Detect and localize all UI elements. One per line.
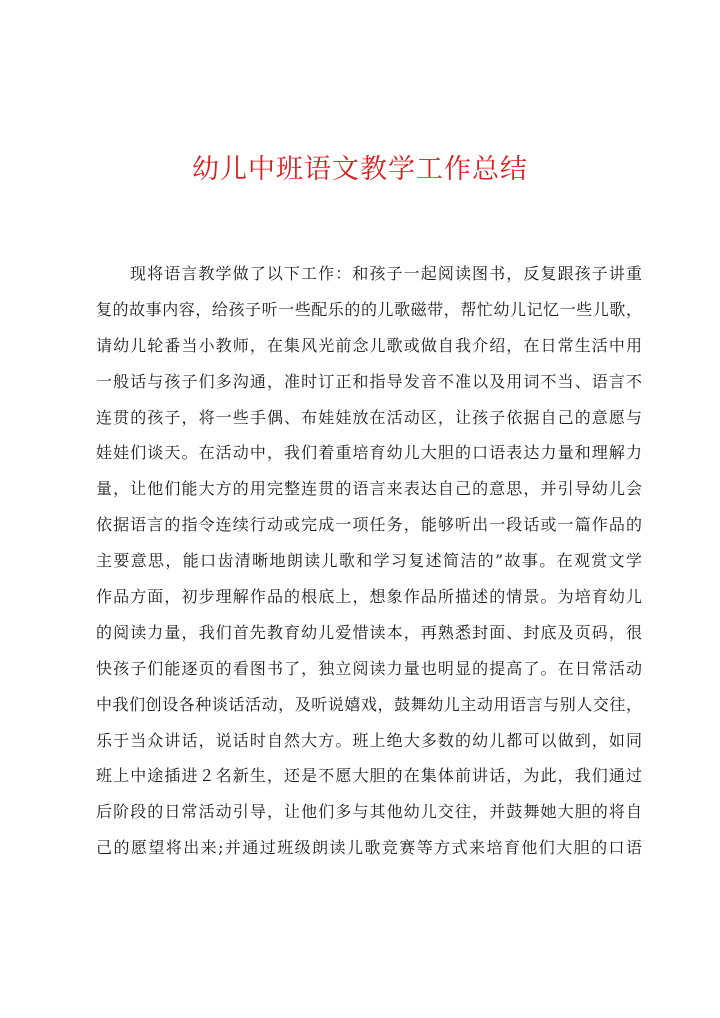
paragraph-line: 请幼儿轮番当小教师，在集风光前念儿歌或做自我介绍，在日常生活中用 [96,335,642,355]
document-title: 幼儿中班语文教学工作总结 [192,154,528,185]
paragraph-line: 的阅读力量，我们首先教育幼儿爱惜读本，再熟悉封面、封底及页码，很 [96,622,642,642]
paragraph-line: 后阶段的日常活动引导，让他们多与其他幼儿交往，并鼓舞她大胆的将自 [96,802,642,822]
paragraph-line: 作品方面，初步理解作品的根底上，想象作品所描述的情景。为培育幼儿 [96,587,642,607]
paragraph-line: 己的愿望将出来;并通过班级朗读儿歌竞赛等方式来培育他们大胆的口语 [96,838,642,858]
paragraph-line: 量，让他们能大方的用完整连贯的语言来表达自己的意思，并引导幼儿会 [96,479,642,499]
paragraph-line: 一般话与孩子们多沟通，准时订正和指导发音不准以及用词不当、语言不 [96,371,642,391]
paragraph-line: 乐于当众讲话，说话时自然大方。班上绝大多数的幼儿都可以做到，如同 [96,730,642,750]
document-body [96,256,642,866]
paragraph-line: 连贯的孩子，将一些手偶、布娃娃放在活动区，让孩子依据自己的意愿与 [96,407,642,427]
paragraph-line: 班上中途插进２名新生，还是不愿大胆的在集体前讲话，为此，我们通过 [96,766,642,786]
paragraph-line: 现将语言教学做了以下工作：和孩子一起阅读图书，反复跟孩子讲重 [130,264,642,283]
paragraph-line: 主要意思，能口齿清晰地朗读儿歌和学习复述简洁的”故事。在观赏文学 [96,551,642,571]
paragraph-line: 依据语言的指令连续行动或完成一项任务，能够听出一段话或一篇作品的 [96,515,642,535]
paragraph-line: 复的故事内容，给孩子听一些配乐的的儿歌磁带，帮忙幼儿记忆一些儿歌， [96,299,642,319]
paragraph-line: 娃娃们谈天。在活动中，我们着重培育幼儿大胆的口语表达力量和理解力 [96,443,642,463]
paragraph-line: 快孩子们能逐页的看图书了，独立阅读力量也明显的提高了。在日常活动 [96,658,642,678]
paragraph-line: 中我们创设各种谈话活动，及听说嬉戏，鼓舞幼儿主动用语言与别人交往， [96,694,642,714]
